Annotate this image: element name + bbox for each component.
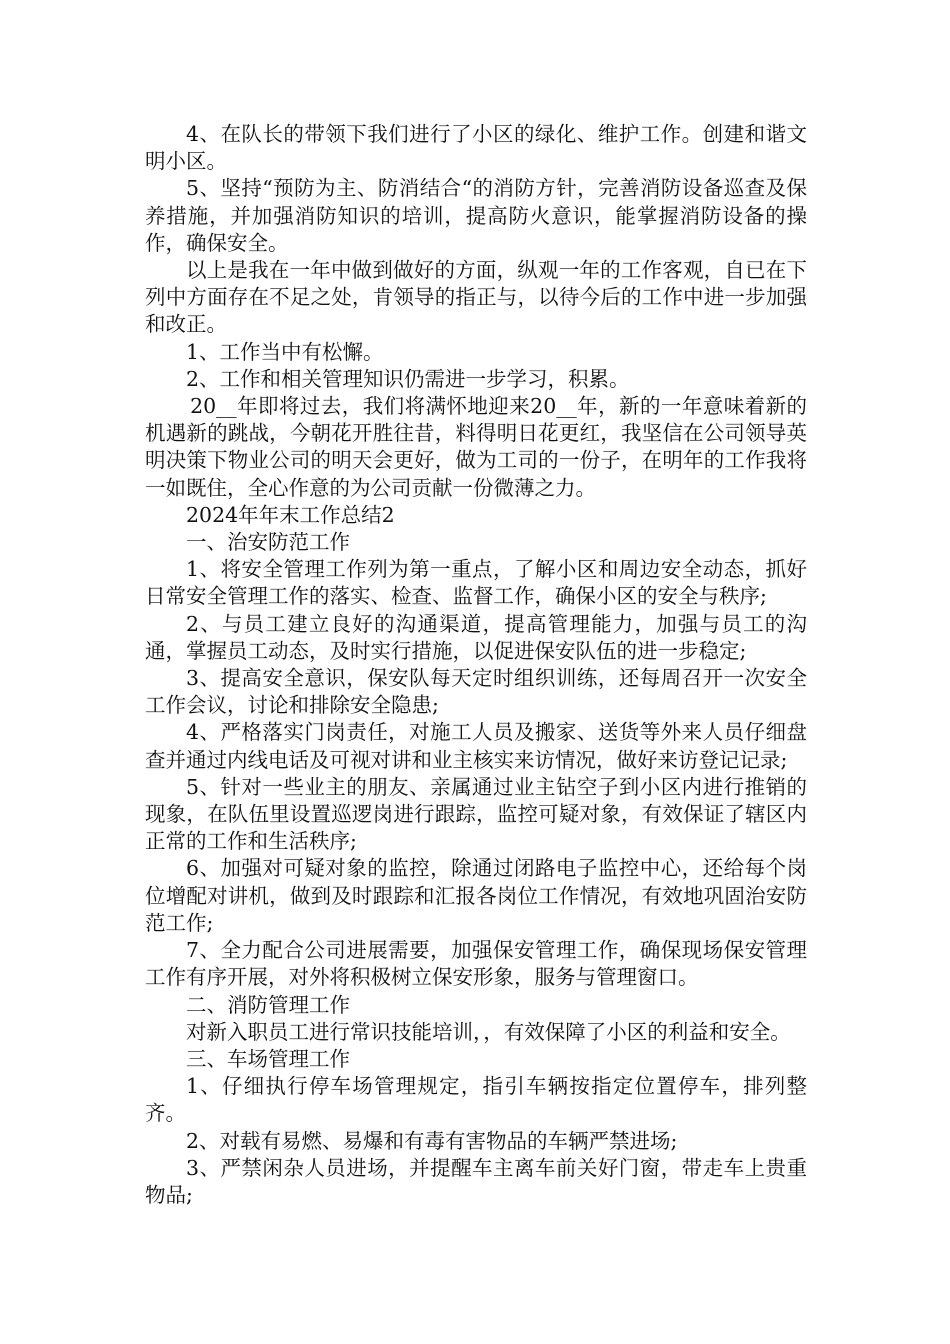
paragraph: 4、严格落实门岗责任，对施工人员及搬家、送货等外来人员仔细盘查并通过内线电话及可视对讲和业主核实来访情况，做好来访登记记录;	[145, 720, 807, 772]
document-body	[145, 121, 807, 1209]
heading: 二、消防管理工作	[186, 992, 350, 1017]
paragraph: 5、针对一些业主的朋友、亲属通过业主钻空子到小区内进行推销的现象，在队伍里设置巡逻岗进行跟踪，监控可疑对象，有效保证了辖区内正常的工作和生活秩序;	[145, 774, 807, 854]
paragraph: 1、将安全管理工作列为第一重点，了解小区和周边安全动态，抓好日常安全管理工作的落实、检查、监督工作，确保小区的安全与秩序;	[145, 557, 807, 609]
paragraph: 1、仔细执行停车场管理规定，指引车辆按指定位置停车，排列整齐。	[145, 1074, 807, 1126]
paragraph: 对新入职员工进行常识技能培训，，有效保障了小区的利益和安全。	[186, 1019, 791, 1044]
paragraph: 20__年即将过去，我们将满怀地迎来20__年，新的一年意味着新的机遇新的跳战，今朝花开胜往昔，料得明日花更红，我坚信在公司领导英明决策下物业公司的明天会更好，做为工司的一份子，在明年的工作我将一如既住，全心作意的为公司贡献一份微薄之力。	[145, 394, 807, 500]
paragraph: 2、工作和相关管理知识仍需进一步学习，积累。	[186, 366, 630, 391]
paragraph: 2、与员工建立良好的沟通渠道，提高管理能力，加强与员工的沟通，掌握员工动态，及时实行措施，以促进保安队伍的进一步稳定;	[145, 611, 807, 663]
paragraph: 3、严禁闲杂人员进场，并提醒车主离车前关好门窗，带走车上贵重物品;	[145, 1155, 807, 1207]
heading: 三、车场管理工作	[186, 1046, 350, 1071]
paragraph: 7、全力配合公司进展需要，加强保安管理工作，确保现场保安管理工作有序开展，对外将积极树立保安形象，服务与管理窗口。	[145, 938, 807, 990]
paragraph: 2、对载有易燃、易爆和有毒有害物品的车辆严禁进场;	[186, 1128, 678, 1153]
paragraph: 以上是我在一年中做到做好的方面，纵观一年的工作客观，自已在下列中方面存在不足之处，肯领导的指正与，以待今后的工作中进一步加强和改正。	[145, 258, 807, 337]
heading: 一、治安防范工作	[186, 530, 350, 555]
section-title: 2024年年末工作总结2	[186, 502, 395, 527]
paragraph: 6、加强对可疑对象的监控，除通过闭路电子监控中心，还给每个岗位增配对讲机，做到及时跟踪和汇报各岗位工作情况，有效地巩固治安防范工作;	[145, 856, 807, 935]
paragraph: 5、坚持“预防为主、防消结合“的消防方针，完善消防设备巡查及保养措施，并加强消防知识的培训，提高防火意识，能掌握消防设备的操作，确保安全。	[145, 176, 807, 255]
paragraph: 1、工作当中有松懈。	[186, 339, 384, 364]
paragraph: 4、在队长的带领下我们进行了小区的绿化、维护工作。创建和谐文明小区。	[145, 122, 807, 174]
paragraph: 3、提高安全意识，保安队每天定时组织训练，还每周召开一次安全工作会议，讨论和排除安全隐患;	[145, 666, 807, 718]
